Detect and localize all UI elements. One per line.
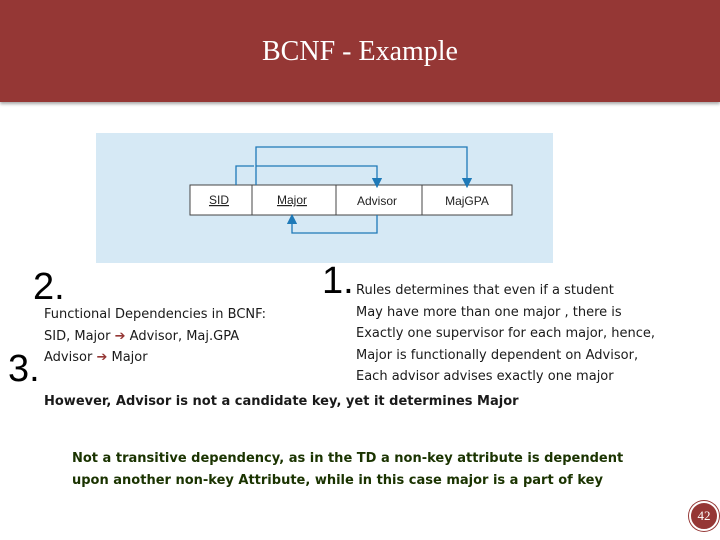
slide-title: BCNF - Example (262, 36, 458, 67)
right-arrow-icon: ➔ (96, 350, 108, 365)
point1-line: May have more than one major , there is (356, 305, 622, 320)
attr-sid: SID (208, 193, 230, 207)
point1-line: Exactly one supervisor for each major, hence, (356, 326, 656, 341)
point3-number: 3. (8, 348, 40, 390)
point1-line: Each advisor advises exactly one major (356, 369, 614, 384)
fd1-line (44, 330, 239, 343)
fd-diagram-svg (96, 133, 553, 263)
point1-line: Rules determines that even if a student (356, 283, 614, 298)
point2-number: 2. (33, 266, 65, 308)
fd2-line (44, 351, 148, 364)
point3-text: However, Advisor is not a candidate key, yet it determines Major (44, 394, 519, 409)
fd1-lhs: SID, Major (44, 329, 111, 344)
page-number-badge: 42 (689, 501, 719, 531)
fd-line-bottom (292, 215, 377, 233)
fd-diagram (96, 133, 553, 263)
fd2-rhs: Major (111, 350, 148, 365)
point1-line: Major is functionally dependent on Advisor, (356, 348, 639, 363)
fd2-lhs: Advisor (44, 350, 93, 365)
attr-major: Major (276, 193, 308, 207)
note-line: Not a transitive dependency, as in the TD a non-key attribute is dependent (72, 451, 624, 466)
fd-lines-top (236, 147, 467, 185)
point2-heading: Functional Dependencies in BCNF: (44, 307, 266, 322)
point1-number: 1. (322, 260, 354, 302)
note-line: upon another non-key Attribute, while in this case major is a part of key (72, 473, 603, 488)
title-bar (0, 0, 720, 102)
attr-advisor: Advisor (356, 194, 398, 208)
right-arrow-icon: ➔ (114, 329, 126, 344)
attr-majgpa: MajGPA (445, 194, 489, 208)
fd1-rhs: Advisor, Maj.GPA (129, 329, 240, 344)
